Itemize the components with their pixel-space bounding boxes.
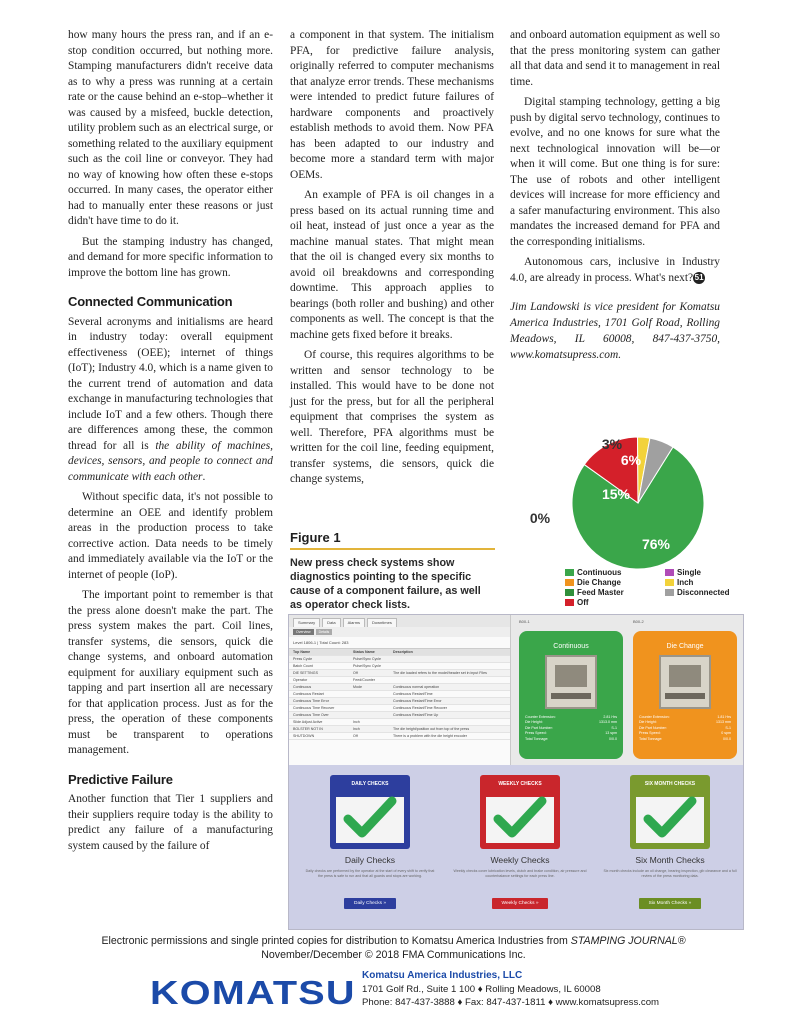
paragraph: how many hours the press ran, and if an e-stop condition occurred, but nothing more. Stamping manufacturers didn't receive data as to why a press was running at a certain rate or the cause behind an e-stop–whether it was caused by a misfeed, buckle detection, utility problem such as an electrical surge, or something related to the auxiliary equipment such as the coil line or conveyor. They had no way of knowing how often these e-stops occurred. In many cases, the operator either had to manually enter these reasons or just didn't have time to do it. <box>68 29 273 227</box>
press-status-row <box>639 737 731 742</box>
check-list-title: Six Month Checks <box>635 855 705 865</box>
legend-label: Off <box>577 598 589 607</box>
press-machine-icon <box>545 655 597 709</box>
press-status-key: Total Tonnage: <box>525 736 549 741</box>
press-status-row <box>525 737 617 742</box>
table-cell: Inch <box>353 720 360 724</box>
table-cell: Continuous Restart/Time Recover <box>393 706 447 710</box>
table-cell: Continuous Time Error <box>293 699 329 703</box>
paragraph: Without specific data, it's not possible to determine an OEE and identify problem areas in the production process to take corrective action. Data needs to be timely and immediately available via the IoT or the internet of people (IoP). <box>68 491 273 581</box>
section-heading: Predictive Failure <box>68 771 173 787</box>
press-status-key: Die Part Number: <box>525 725 553 730</box>
paragraph: An example of PFA is oil changes in a press based on its actual running time and oil heat, instead of just once a year as the machine manual states. That might mean that the oil is changed every six months to avoid oil breakdowns and corresponding downtime. This approach applies to bearings (both roller and bushing) and other components as well. The concept is that the machine gets fixed before it breaks. <box>290 189 494 341</box>
table-cell <box>353 692 393 696</box>
paragraph: Digital stamping technology, getting a big push by digital servo technology, continues to evolve, and no one knows for sure what the next technological innovation will be—or when it will come. But one thing is for sure: The use of robots and other intelligent devices will increase for more efficiency and a safer manufacturing environment. This also mandates the increased demand for PFA and the corresponding initialisms. <box>510 96 720 248</box>
legend-item <box>565 588 665 597</box>
table-row <box>289 733 510 740</box>
press-status-value: 0 spm <box>721 731 731 736</box>
press-status-panel <box>511 615 744 765</box>
panel-tab: Alarms <box>343 618 365 627</box>
check-list-button[interactable]: Daily Checks » <box>344 898 396 909</box>
figure-title: Figure 1 <box>290 530 495 550</box>
company-name: Komatsu America Industries, LLC <box>362 970 523 981</box>
pie-label-continuous: 76% <box>641 536 671 552</box>
legend-swatch <box>665 579 674 586</box>
table-header-cell: Status Name <box>353 650 375 654</box>
table-row <box>289 656 510 663</box>
legend-label: Feed Master <box>577 588 624 597</box>
paragraph: Of course, this requires algorithms to be written and sensor technology to be installed. This would have to be done not just for the press, but for all the peripheral equipment that comprises the system as well. Therefore, PFA algorithms must be written for the coil line, feeding equipment, transfer systems, die sensors, quick die change systems, <box>290 349 494 485</box>
pie-legend <box>565 568 745 607</box>
check-list-description: Weekly checks cover lubrication levels, clutch and brake condition, air pressure and counterbalance settings for each press line. <box>453 869 587 879</box>
table-row <box>289 719 510 726</box>
checkmark-icon <box>342 793 398 841</box>
press-status-value: S-1 <box>611 725 617 730</box>
legend-label: Continuous <box>577 568 622 577</box>
press-machine-icon <box>659 655 711 709</box>
table-cell: Batch Count <box>293 664 313 668</box>
table-cell <box>353 699 393 703</box>
table-cell: Continuous Restart/Time <box>393 692 433 696</box>
table-cell: There is a problem with the die height encoder <box>393 734 467 738</box>
calendar-header: DAILY CHECKS <box>351 781 389 787</box>
press-status-value: 0/0.0 <box>723 736 731 741</box>
calendar-check-icon <box>630 775 710 849</box>
legend-swatch <box>565 579 574 586</box>
table-cell: SHUTDOWN <box>293 734 315 738</box>
legend-swatch <box>665 569 674 576</box>
press-status-key: Total Tonnage: <box>639 736 663 741</box>
table-cell: Pulse/Sync Cycle <box>353 664 381 668</box>
press-status-value: 1313.0 mm <box>599 720 617 725</box>
check-list-card <box>595 775 744 925</box>
table-row <box>289 705 510 712</box>
table-cell: The die height/position out from top of the press <box>393 727 470 731</box>
legend-label: Inch <box>677 578 694 587</box>
check-list-title: Daily Checks <box>344 855 396 865</box>
press-status-value: 1313 mm <box>716 720 731 725</box>
permission-notice: Electronic permissions and single printed copies for distribution to Komatsu America Industries from STAMPING JOURNAL® November/December © 2018 FMA Communications Inc. <box>101 935 686 961</box>
contact-line: Phone: 847-437-3888 ♦ Fax: 847-437-1811 ♦ www.komatsupress.com <box>362 997 660 1009</box>
pie-label-disconnected: 6% <box>620 452 642 468</box>
press-status-card <box>519 631 623 759</box>
diagnostics-table-panel <box>289 615 511 765</box>
table-cell <box>393 720 503 724</box>
table-cell: BOLSTER NOT IN <box>293 727 323 731</box>
paragraph: Autonomous cars, inclusive in Industry 4.0, are already in process. What's next? 51 <box>510 256 720 284</box>
paragraph: and onboard automation equipment as well so that the press monitoring system can gather all that data and send it to management in real time. <box>510 29 720 88</box>
table-header-cell: Top Name <box>293 650 311 654</box>
pie-chart-svg <box>505 415 735 570</box>
komatsu-logo: KOMATSU <box>150 974 356 1011</box>
table-cell: Continuous Time Over <box>293 713 329 717</box>
press-status-key: Counter Extension: <box>639 715 670 719</box>
table-cell: Off <box>353 734 358 738</box>
check-list-description: Six month checks include an oil change, bearing inspection, gib clearance and a full review of the press monitoring data. <box>603 869 737 879</box>
table-cell: Continuous Restart/Time Up <box>393 713 439 717</box>
author-bio: Jim Landowski is vice president for Komatsu America Industries, 1701 Golf Road, Rolling Meadows, IL 60008, 847-437-3750, www.komatsupress.com. <box>510 301 720 361</box>
table-row <box>289 663 510 670</box>
table-row <box>289 698 510 705</box>
legend-item <box>665 578 745 587</box>
press-status-key: Counter Extension: <box>525 715 556 719</box>
table-cell <box>393 657 503 661</box>
panel-tab: Downtimes <box>367 618 397 627</box>
paragraph: Several acronyms and initialisms are heard in industry today: overall equipment effectiveness (OEE); internet of things (IoT); Industry 4.0, which is a name given to the current trend of automation and data exchange in manufacturing technologies that include IoT and a few others. Though there are differences among these, the common thread for all is the ability of machines, devices, sensors, and people to connect and communicate with each other. <box>68 315 273 483</box>
diagnostics-table <box>289 649 510 740</box>
table-cell <box>393 664 503 668</box>
press-status-key: Die Height: <box>639 720 657 725</box>
calendar-header: WEEKLY CHECKS <box>498 781 542 787</box>
press-status-title: Die Change <box>666 643 704 650</box>
legend-swatch <box>565 569 574 576</box>
panel-tabs <box>289 615 510 627</box>
press-status-value: S-1 <box>725 725 731 730</box>
checkmark-icon <box>642 793 698 841</box>
table-cell: Continuous <box>293 685 312 689</box>
article-column-3 <box>510 28 720 369</box>
check-list-title: Weekly Checks <box>490 855 550 865</box>
legend-item <box>665 588 745 597</box>
table-cell <box>393 678 503 682</box>
pie-label-single: 0% <box>529 510 551 526</box>
table-cell: Pulse/Sync Cycle <box>353 657 381 661</box>
table-cell: Inch <box>353 727 360 731</box>
table-row <box>289 684 510 691</box>
legend-label: Disconnected <box>677 588 730 597</box>
press-check-screenshot <box>288 614 744 930</box>
press-status-data <box>525 715 617 742</box>
article-column-2 <box>290 28 494 493</box>
legend-swatch <box>665 589 674 596</box>
table-cell <box>353 706 393 710</box>
press-status-key: Die Height: <box>525 720 543 725</box>
paragraph: But the stamping industry has changed, and demand for more specific information to improve the bottom line has grown. <box>68 235 273 279</box>
table-row <box>289 691 510 698</box>
check-list-button[interactable]: Six Month Checks » <box>639 898 702 909</box>
legend-label: Single <box>677 568 702 577</box>
press-status-value: 1.81 Hrs <box>717 715 731 719</box>
table-cell: DIE SETTINGS <box>293 671 318 675</box>
calendar-check-icon <box>480 775 560 849</box>
legend-item <box>565 568 665 577</box>
street-address: 1701 Golf Rd., Suite 1 100 ♦ Rolling Meadows, IL 60008 <box>362 983 601 995</box>
table-cell: The die loaded refers to the model/header set in input Files <box>393 671 487 675</box>
panel-tab: Data <box>322 618 340 627</box>
end-mark-icon: 51 <box>694 272 704 282</box>
paragraph: a component in that system. The initialism PFA, for predictive failure analysis, originally referred to computer mechanisms that analyze error trends. These mechanisms were intended to predict future failures of hardware components and proactively establish methods to avoid them. Now PFA has been adapted to our industry and become more a standard term with major OEMs. <box>290 29 494 181</box>
pie-label-off: 15% <box>601 486 631 502</box>
press-status-title: Continuous <box>553 643 589 650</box>
checkmark-icon <box>492 793 548 841</box>
table-row <box>289 726 510 733</box>
panel-sub-button: Overview <box>293 629 314 635</box>
legend-item <box>565 578 665 587</box>
table-cell: Continuous Restart/Time Error <box>393 699 442 703</box>
paragraph: The important point to remember is that the press alone doesn't make the part. The press system makes the part. Coil lines, transfer systems, die sensors, quick die change systems, and onboard automation equipment for auxiliary equipment such as tapping and part insertion all are necessary for that application process. Just as for the press, the operation of these components must be transparent to operations management. <box>68 589 273 757</box>
press-status-key: Press Speed: <box>525 731 547 736</box>
table-header-row <box>289 649 510 656</box>
table-cell: Off <box>353 671 358 675</box>
table-header-cell: Description <box>393 650 413 654</box>
paragraph: Another function that Tier 1 suppliers and their suppliers require today is the ability to predict any failure of a manufacturing system caused by the failure of <box>68 793 273 852</box>
panel-tab: Summary <box>293 618 320 627</box>
table-row <box>289 712 510 719</box>
legend-swatch <box>565 599 574 606</box>
legend-item <box>665 568 745 577</box>
legend-swatch <box>565 589 574 596</box>
table-cell: Press Cycle <box>293 657 313 661</box>
calendar-check-icon <box>330 775 410 849</box>
press-status-data <box>639 715 731 742</box>
press-status-card <box>633 631 737 759</box>
panel-sub-button: Details <box>316 629 333 635</box>
table-cell: Operator <box>293 678 308 682</box>
press-status-value: 2.81 Hrs <box>603 715 617 719</box>
article-column-1 <box>68 28 273 859</box>
press-status-value: 0/0.0 <box>609 736 617 741</box>
table-row <box>289 670 510 677</box>
legend-item <box>565 598 665 607</box>
press-id-label: B00-1 <box>519 619 530 624</box>
table-cell: Continuous Time Recover <box>293 706 335 710</box>
legend-label: Die Change <box>577 578 622 587</box>
figure-caption: New press check systems show diagnostics pointing to the specific cause of a component failure, as well as operator check lists. <box>290 557 481 612</box>
press-status-key: Press Speed: <box>639 731 661 736</box>
table-cell: Feed/Counter <box>353 678 375 682</box>
check-list-card <box>295 775 445 925</box>
section-heading: Connected Communication <box>68 294 233 309</box>
check-list-description: Daily checks are performed by the operator at the start of every shift to verify that the press is safe to run and that all guards and stops are working. <box>305 869 435 879</box>
table-cell: Continuous normal operation <box>393 685 440 689</box>
pie-label-inch: 3% <box>601 436 623 452</box>
calendar-header: SIX MONTH CHECKS <box>644 781 696 787</box>
check-list-button[interactable]: Weekly Checks » <box>492 898 549 909</box>
company-address <box>362 969 659 1009</box>
press-status-value: 13 spm <box>605 731 617 736</box>
total-count: Level 1806-1 | Total Count: 283 <box>289 637 510 649</box>
panel-sub-buttons <box>289 627 510 637</box>
table-cell: Mode <box>353 685 362 689</box>
table-cell: Continuous Restart <box>293 692 324 696</box>
table-cell <box>353 713 393 717</box>
table-row <box>289 677 510 684</box>
press-id-label: B00-2 <box>633 619 644 624</box>
check-list-card <box>445 775 595 925</box>
press-status-key: Die Part Number: <box>639 725 667 730</box>
table-cell: Slide Adjust Active <box>293 720 323 724</box>
